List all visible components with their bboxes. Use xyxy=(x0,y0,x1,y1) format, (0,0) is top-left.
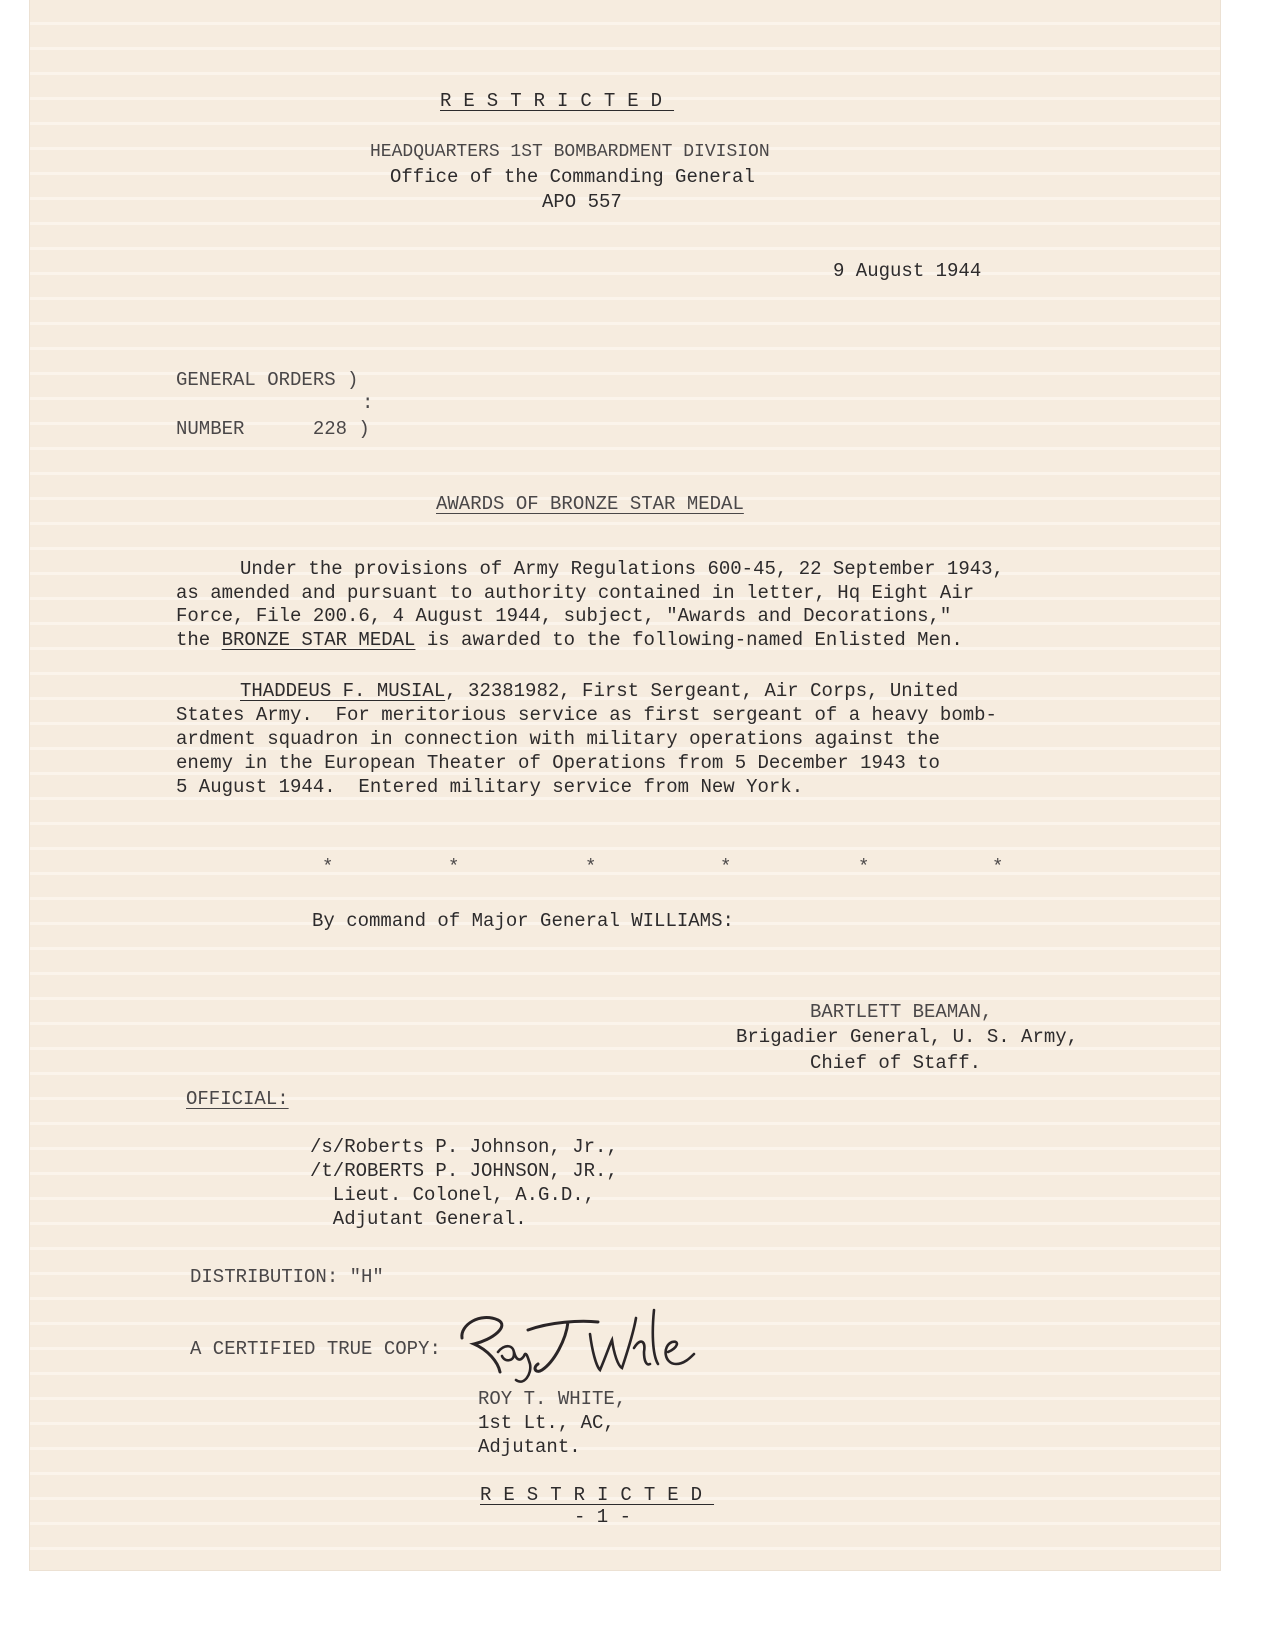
chief-of-staff-title: Chief of Staff. xyxy=(810,1052,982,1074)
recipient-details: , 32381982, First Sergeant, Air Corps, United xyxy=(445,680,959,702)
certifier-rank: 1st Lt., AC, xyxy=(478,1412,615,1434)
para1-line-4-end: is awarded to the following-named Enlisted Men. xyxy=(415,629,963,651)
orders-colon: : xyxy=(362,392,374,414)
handwritten-signature xyxy=(440,1300,700,1390)
bronze-star-medal-text: BRONZE STAR MEDAL xyxy=(221,629,416,651)
para1-line-3: Force, File 200.6, 4 August 1944, subject, "Awards and Decorations," xyxy=(176,605,952,627)
separator-star: * xyxy=(720,856,732,878)
recipient-name: THADDEUS F. MUSIAL xyxy=(240,680,446,702)
distribution-line: DISTRIBUTION: "H" xyxy=(190,1266,384,1288)
restricted-heading-bottom: RESTRICTED xyxy=(480,1484,715,1506)
certified-copy-label: A CERTIFIED TRUE COPY: xyxy=(190,1338,441,1360)
restricted-heading-top: RESTRICTED xyxy=(440,90,675,112)
headquarters-line: HEADQUARTERS 1ST BOMBARDMENT DIVISION xyxy=(370,142,770,162)
apo-line: APO 557 xyxy=(542,191,622,213)
order-date: 9 August 1944 xyxy=(833,260,982,282)
para1-line-1: Under the provisions of Army Regulations 600-45, 22 September 1943, xyxy=(240,558,1004,580)
para1-line-4-start: the xyxy=(176,629,222,651)
separator-star: * xyxy=(858,856,870,878)
general-orders-label: GENERAL ORDERS ) xyxy=(176,369,359,391)
para2-line-5: 5 August 1944. Entered military service from New York. xyxy=(176,776,804,798)
official-line-1: /s/Roberts P. Johnson, Jr., xyxy=(310,1136,618,1158)
official-label: OFFICIAL: xyxy=(186,1088,289,1110)
para2-line-3: ardment squadron in connection with military operations against the xyxy=(176,728,940,750)
chief-of-staff-name: BARTLETT BEAMAN, xyxy=(810,1001,993,1023)
official-line-2: /t/ROBERTS P. JOHNSON, JR., xyxy=(310,1160,618,1182)
official-line-4: Adjutant General. xyxy=(310,1208,527,1230)
para2-line-2: States Army. For meritorious service as first sergeant of a heavy bomb- xyxy=(176,704,997,726)
separator-star: * xyxy=(585,856,597,878)
separator-star: * xyxy=(992,856,1004,878)
separator-star: * xyxy=(322,856,334,878)
command-line: By command of Major General WILLIAMS: xyxy=(312,910,734,932)
chief-of-staff-rank: Brigadier General, U. S. Army, xyxy=(736,1026,1079,1048)
order-number-label: NUMBER 228 ) xyxy=(176,418,370,440)
para1-line-2: as amended and pursuant to authority contained in letter, Hq Eight Air xyxy=(176,582,975,604)
para1-line-4 xyxy=(176,631,963,650)
awards-title: AWARDS OF BRONZE STAR MEDAL xyxy=(436,493,744,515)
para2-line-1 xyxy=(240,682,958,701)
para2-line-4: enemy in the European Theater of Operations from 5 December 1943 to xyxy=(176,752,940,774)
certifier-title: Adjutant. xyxy=(478,1436,581,1458)
certifier-name: ROY T. WHITE, xyxy=(478,1388,627,1410)
separator-star: * xyxy=(448,856,460,878)
page-number: - 1 - xyxy=(574,1506,632,1528)
office-line: Office of the Commanding General xyxy=(390,166,755,188)
official-line-3: Lieut. Colonel, A.G.D., xyxy=(310,1184,596,1206)
